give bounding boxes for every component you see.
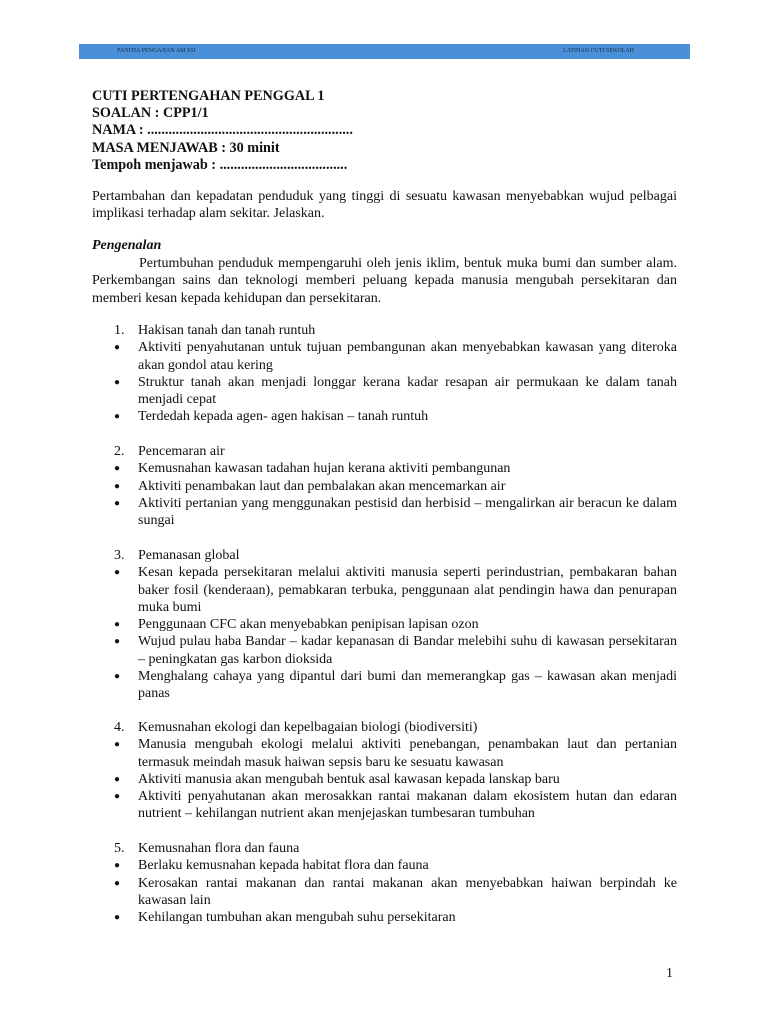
section-title: Hakisan tanah dan tanah runtuh: [138, 323, 316, 338]
section-title: Kemusnahan flora dan fauna: [138, 841, 300, 856]
list-item: ● Aktiviti manusia akan mengubah bentuk asal kawasan kepada lanskap baru: [114, 771, 560, 787]
heading-masa: MASA MENJAWAB : 30 minit: [92, 139, 280, 156]
section-number: 1.: [114, 323, 125, 338]
section-2: [92, 443, 677, 529]
section-3: [92, 547, 677, 703]
bullet-icon: ●: [114, 463, 121, 475]
section-number: 5.: [114, 841, 125, 856]
list-item: ● Menghalang cahaya yang dipantul dari bumi dan memerangkap gas – kawasan akan menjadi panas: [114, 669, 677, 702]
section-4: [92, 719, 677, 823]
section-1: [92, 322, 677, 426]
page-number: 1: [666, 966, 673, 981]
list-item: ● Aktiviti penyahutanan untuk tujuan pembangunan akan menyebabkan kawasan yang diteroka akan gondol atau kering: [114, 340, 677, 373]
list-item: ● Penggunaan CFC akan menyebabkan penipisan lapisan ozon: [114, 617, 479, 633]
page-header-bar: [79, 44, 690, 59]
bullet-icon: ●: [114, 791, 121, 803]
header-left-text: PANITIA PENGAJIAN AM SSI: [117, 48, 196, 54]
section-number: 4.: [114, 720, 125, 735]
bullet-icon: ●: [114, 411, 121, 423]
heading-soalan: SOALAN : CPP1/1: [92, 105, 209, 122]
bullet-icon: ●: [114, 497, 121, 509]
list-item: ● Aktiviti penambakan laut dan pembalakan akan mencemarkan air: [114, 478, 506, 494]
list-item: ● Struktur tanah akan menjadi longgar kerana kadar resapan air permukaan ke dalam tanah menjadi cepat: [114, 374, 677, 408]
list-item: ● Kesan kepada persekitaran melalui aktiviti manusia seperti perindustrian, pembakaran bahan baker fosil (kenderaan), pemabkaran terbuka, penggunaan alat pendingin hawa dan penurapan muka bumi: [114, 565, 677, 615]
section-number: 3.: [114, 548, 125, 563]
list-item: ● Aktiviti pertanian yang menggunakan pestisid dan herbisid – mengalirkan air beracun ke dalam sungai: [114, 495, 677, 529]
bullet-icon: ●: [114, 912, 121, 924]
list-item: ● Wujud pulau haba Bandar – kadar kepanasan di Bandar melebihi suhu di kawasan persekitaran – peningkatan gas karbon dioksida: [114, 634, 677, 667]
list-item: ● Kerosakan rantai makanan dan rantai makanan akan menyebabkan haiwan berpindah ke kawasan lain: [114, 875, 677, 908]
bullet-icon: ●: [114, 860, 121, 872]
bullet-icon: ●: [114, 877, 121, 889]
section-5: [92, 840, 677, 926]
list-item: ● Aktiviti penyahutanan akan merosakkan rantai makanan dalam ekosistem hutan dan edaran nutrient – kehilangan nutrient akan menjejaskan tumbesaran tumbuhan: [114, 789, 677, 822]
list-item: ● Kemusnahan kawasan tadahan hujan kerana aktiviti pembangunan: [114, 461, 511, 477]
list-item: ● Terdedah kepada agen- agen hakisan – tanah runtuh: [114, 409, 429, 425]
bullet-icon: ●: [114, 773, 121, 785]
bullet-icon: ●: [114, 376, 121, 388]
section-title: Pemanasan global: [138, 548, 240, 563]
bullet-icon: ●: [114, 619, 121, 631]
section-title: Kemusnahan ekologi dan kepelbagaian biologi (biodiversiti): [138, 720, 478, 735]
question-text: Pertambahan dan kepadatan penduduk yang tinggi di sesuatu kawasan menyebabkan wujud pelbagai implikasi terhadap alam sekitar. Jelaskan.: [92, 189, 677, 222]
intro-text: Pertumbuhan penduduk mempengaruhi oleh jenis iklim, bentuk muka bumi dan sumber alam. Perkembangan sains dan teknologi memberi peluang kepada manusia mengubah persekitaran dan memberi kesan kepada kehidupan dan persekitaran.: [92, 256, 677, 306]
bullet-icon: ●: [114, 636, 121, 648]
section-number: 2.: [114, 444, 125, 459]
intro-title: Pengenalan: [92, 238, 162, 253]
bullet-icon: ●: [114, 342, 121, 354]
header-right-text: LATIHAN CUTI SEKOLAH: [563, 48, 634, 54]
bullet-icon: ●: [114, 671, 121, 683]
bullet-icon: ●: [114, 567, 121, 579]
list-item: ● Manusia mengubah ekologi melalui aktiviti penebangan, penambakan laut dan pertanian termasuk meindah masuk haiwan sepsis baru ke sesuatu kawasan: [114, 737, 677, 770]
bullet-icon: ●: [114, 739, 121, 751]
list-item: ● Kehilangan tumbuhan akan mengubah suhu persekitaran: [114, 910, 456, 926]
section-title: Pencemaran air: [138, 444, 225, 459]
list-item: ● Berlaku kemusnahan kepada habitat flora dan fauna: [114, 858, 429, 874]
heading-title: CUTI PERTENGAHAN PENGGAL 1: [92, 88, 325, 104]
heading-tempoh: Tempoh menjawab : ....................................: [92, 156, 348, 173]
bullet-icon: ●: [114, 480, 121, 492]
heading-nama: NAMA : ..........................................................: [92, 122, 353, 139]
document-heading: [92, 88, 353, 174]
